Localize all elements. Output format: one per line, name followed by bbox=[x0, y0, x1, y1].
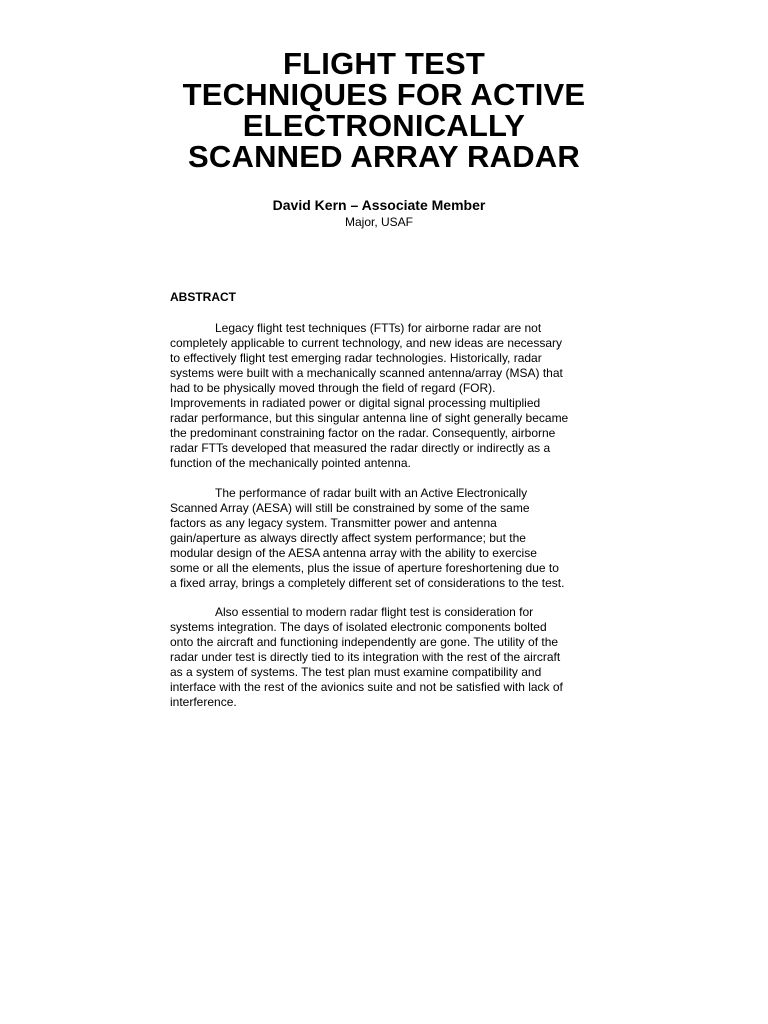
abstract-heading: ABSTRACT bbox=[170, 290, 236, 304]
text-line: radar FTTs developed that measured the radar directly or indirectly as a bbox=[170, 441, 551, 455]
text-line: interference. bbox=[170, 695, 237, 709]
text-line: factors as any legacy system. Transmitter power and antenna bbox=[170, 516, 497, 530]
text-line: some or all the elements, plus the issue of aperture foreshortening due to bbox=[170, 561, 559, 575]
text-line: onto the aircraft and functioning independently are gone. The utility of the bbox=[170, 635, 559, 649]
text-line: The performance of radar built with an Active Electronically bbox=[215, 486, 528, 500]
text-line: systems were built with a mechanically scanned antenna/array (MSA) that bbox=[170, 366, 563, 380]
abstract-paragraph bbox=[170, 605, 590, 710]
text-line: Legacy flight test techniques (FTTs) for airborne radar are not bbox=[215, 321, 542, 335]
title-line: ELECTRONICALLY bbox=[242, 108, 526, 143]
text-line: completely applicable to current technology, and new ideas are necessary bbox=[170, 336, 563, 350]
text-line: function of the mechanically pointed antenna. bbox=[170, 456, 411, 470]
title-line: TECHNIQUES FOR ACTIVE bbox=[182, 77, 586, 112]
text-line: to effectively flight test emerging radar technologies. Historically, radar bbox=[170, 351, 542, 365]
abstract-paragraph bbox=[170, 486, 590, 591]
text-line: had to be physically moved through the field of regard (FOR). bbox=[170, 381, 496, 395]
title-line: FLIGHT TEST bbox=[283, 46, 485, 81]
abstract-paragraph bbox=[170, 321, 590, 471]
author-affiliation: Major, USAF bbox=[344, 215, 413, 229]
text-line: the predominant constraining factor on the radar. Consequently, airborne bbox=[170, 426, 556, 440]
text-line: interface with the rest of the avionics suite and not be satisfied with lack of bbox=[170, 680, 563, 694]
paper-title bbox=[0, 48, 768, 172]
text-line: Scanned Array (AESA) will still be constrained by some of the same bbox=[170, 501, 530, 515]
text-line: Improvements in radiated power or digital signal processing multiplied bbox=[170, 396, 541, 410]
author-name: David Kern – Associate Member bbox=[272, 197, 486, 213]
text-line: modular design of the AESA antenna array with the ability to exercise bbox=[170, 546, 537, 560]
text-line: gain/aperture as always directly affect system performance; but the bbox=[170, 531, 526, 545]
text-line: a fixed array, brings a completely different set of considerations to the test. bbox=[170, 576, 565, 590]
text-line: radar performance, but this singular antenna line of sight generally became bbox=[170, 411, 569, 425]
text-line: radar under test is directly tied to its integration with the rest of the aircraft bbox=[170, 650, 561, 664]
text-line: Also essential to modern radar flight test is consideration for bbox=[215, 605, 534, 619]
text-line: systems integration. The days of isolated electronic components bolted bbox=[170, 620, 547, 634]
title-line: SCANNED ARRAY RADAR bbox=[188, 139, 580, 174]
text-line: as a system of systems. The test plan must examine compatibility and bbox=[170, 665, 542, 679]
